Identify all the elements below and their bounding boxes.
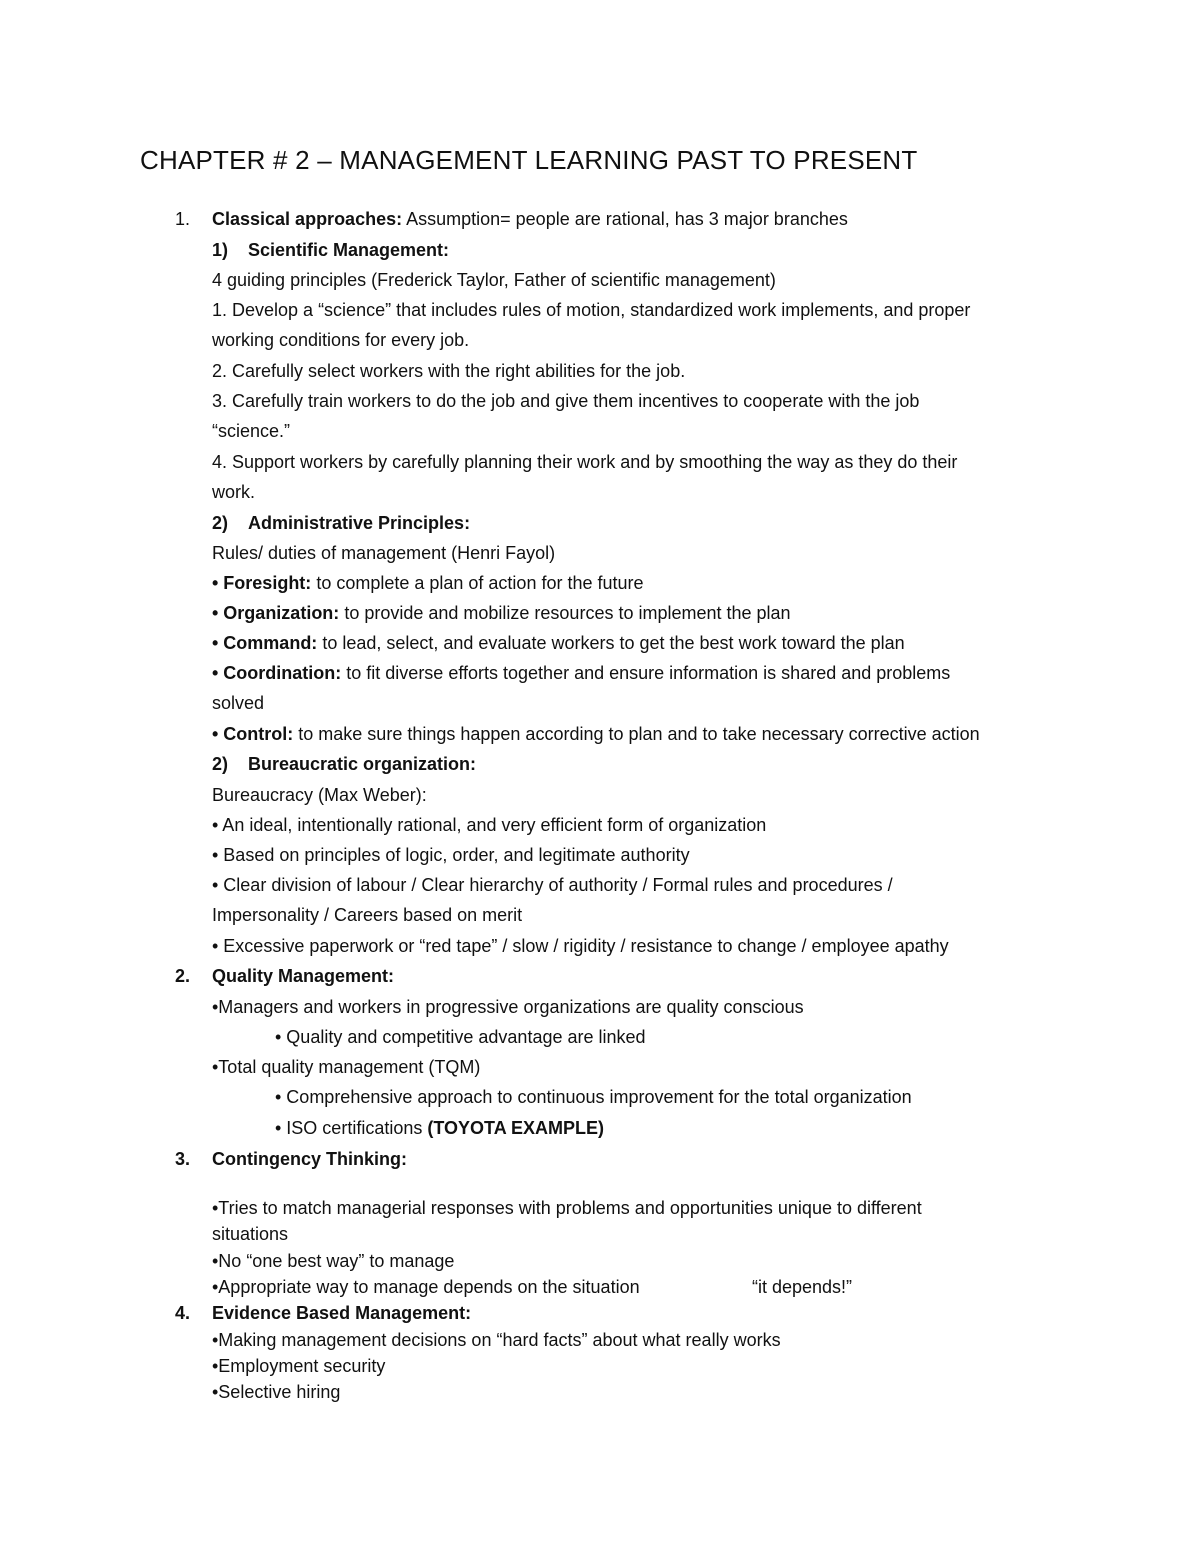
it-depends-quote: “it depends!” [752, 1277, 853, 1297]
sub-3-heading: Bureaucratic organization: [248, 754, 477, 774]
section-1-number: 1. [175, 209, 191, 229]
contingency-line-3: •Appropriate way to manage depends on the situation [212, 1277, 640, 1297]
weber-bullet-1: • An ideal, intentionally rational, and very efficient form of organization [212, 815, 767, 835]
principle-2-line: 2. Carefully select workers with the right abilities for the job. [212, 361, 686, 381]
fayol-bullet-1 [212, 572, 644, 594]
principle-3-line-b: “science.” [212, 421, 291, 441]
fayol-bullet-3 [212, 632, 905, 654]
sub-3-number: 2) [212, 754, 229, 774]
section-4-heading: Evidence Based Management: [212, 1303, 472, 1323]
fayol-bullet-2-heading: • Organization: [212, 603, 340, 623]
principle-1-line-a: 1. Develop a “science” that includes rules of motion, standardized work implements, and proper [212, 300, 971, 320]
fayol-bullet-1-text: to complete a plan of action for the future [311, 573, 644, 593]
quality-line-3: •Total quality management (TQM) [212, 1057, 481, 1077]
principle-4-line-a: 4. Support workers by carefully planning their work and by smoothing the way as they do their [212, 452, 958, 472]
sub-3-intro: Bureaucracy (Max Weber): [212, 785, 427, 805]
fayol-bullet-4-heading: • Coordination: [212, 663, 342, 683]
weber-bullet-3-line-b: Impersonality / Careers based on merit [212, 905, 523, 925]
quality-line-2: • Quality and competitive advantage are linked [275, 1027, 646, 1047]
section-4-number: 4. [175, 1303, 191, 1323]
weber-bullet-2: • Based on principles of logic, order, and legitimate authority [212, 845, 690, 865]
contingency-line-1a: •Tries to match managerial responses with problems and opportunities unique to different [212, 1198, 922, 1218]
fayol-bullet-5-text: to make sure things happen according to plan and to take necessary corrective action [293, 724, 980, 744]
sub-1-number: 1) [212, 240, 229, 260]
evidence-line-3: •Selective hiring [212, 1382, 341, 1402]
quality-line-5 [275, 1117, 604, 1139]
fayol-bullet-2 [212, 602, 791, 624]
fayol-bullet-4 [212, 662, 950, 684]
section-3-heading: Contingency Thinking: [212, 1149, 407, 1169]
weber-bullet-4: • Excessive paperwork or “red tape” / slow / rigidity / resistance to change / employee apathy [212, 936, 949, 956]
sub-2-intro: Rules/ duties of management (Henri Fayol) [212, 543, 556, 563]
fayol-bullet-5-heading: • Control: [212, 724, 294, 744]
contingency-line-2: •No “one best way” to manage [212, 1251, 455, 1271]
section-2-heading: Quality Management: [212, 966, 395, 986]
section-2-number: 2. [175, 966, 191, 986]
evidence-line-2: •Employment security [212, 1356, 386, 1376]
sub-1-heading: Scientific Management: [248, 240, 450, 260]
principle-3-line-a: 3. Carefully train workers to do the job and give them incentives to cooperate with the job [212, 391, 920, 411]
principle-1-line-b: working conditions for every job. [212, 330, 470, 350]
section-1-line [212, 208, 848, 230]
fayol-bullet-3-text: to lead, select, and evaluate workers to get the best work toward the plan [317, 633, 905, 653]
fayol-bullet-4-continued: solved [212, 693, 265, 713]
fayol-bullet-1-heading: • Foresight: [212, 573, 312, 593]
fayol-bullet-4-text: to fit diverse efforts together and ensure information is shared and problems [341, 663, 951, 683]
section-3-number: 3. [175, 1149, 191, 1169]
quality-line-1: •Managers and workers in progressive organizations are quality conscious [212, 997, 804, 1017]
sub-1-intro: 4 guiding principles (Frederick Taylor, Father of scientific management) [212, 270, 776, 290]
quality-line-4: • Comprehensive approach to continuous improvement for the total organization [275, 1087, 912, 1107]
section-1-text: Assumption= people are rational, has 3 major branches [402, 209, 848, 229]
fayol-bullet-3-heading: • Command: [212, 633, 318, 653]
toyota-example-text: (TOYOTA EXAMPLE) [427, 1118, 605, 1138]
evidence-line-1: •Making management decisions on “hard facts” about what really works [212, 1330, 781, 1350]
iso-certifications-text: • ISO certifications [275, 1118, 428, 1138]
fayol-bullet-5 [212, 723, 980, 745]
contingency-line-1b: situations [212, 1224, 289, 1244]
weber-bullet-3-line-a: • Clear division of labour / Clear hierarchy of authority / Formal rules and procedures / [212, 875, 893, 895]
page-title: CHAPTER # 2 – MANAGEMENT LEARNING PAST TO PRESENT [140, 145, 918, 175]
principle-4-line-b: work. [212, 482, 256, 502]
sub-2-number: 2) [212, 513, 229, 533]
fayol-bullet-2-text: to provide and mobilize resources to implement the plan [339, 603, 791, 623]
sub-2-heading: Administrative Principles: [248, 513, 471, 533]
section-1-heading: Classical approaches: [212, 209, 403, 229]
